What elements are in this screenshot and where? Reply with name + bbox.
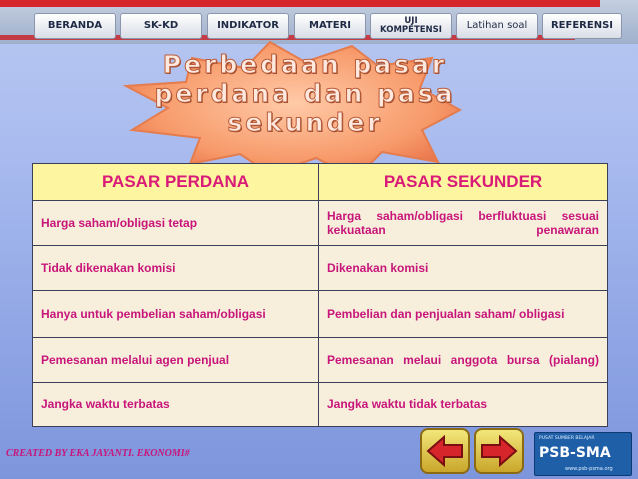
table-row [33, 246, 608, 291]
cell-perdana: Hanya untuk pembelian saham/obligasi [33, 291, 319, 337]
table-row [33, 201, 608, 246]
table-row [33, 291, 608, 337]
logo-title: PSB-SMA [539, 445, 611, 461]
tab-referensi[interactable]: REFERENSI [542, 13, 622, 39]
tab-beranda[interactable]: BERANDA [34, 13, 116, 39]
arrow-right-icon [480, 435, 518, 467]
table-row [33, 382, 608, 426]
tab-latihan-soal[interactable]: Latihan soal [456, 13, 538, 39]
cell-perdana: Jangka waktu terbatas [33, 382, 319, 426]
page-title: Perbedaan pasar perdana dan pasa sekunder [154, 50, 456, 137]
next-button[interactable] [474, 428, 524, 474]
cell-sekunder: Dikenakan komisi [319, 246, 608, 291]
logo-subtitle: PUSAT SUMBER BELAJAR [539, 436, 595, 441]
tab-uji-kompetensi[interactable]: UJI KOMPETENSI [370, 13, 452, 39]
table-row [33, 337, 608, 382]
header-pasar-perdana: PASAR PERDANA [33, 164, 319, 201]
cell-perdana: Harga saham/obligasi tetap [33, 201, 319, 246]
tab-indikator[interactable]: INDIKATOR [207, 13, 289, 39]
arrow-left-icon [426, 435, 464, 467]
cell-sekunder: Pembelian dan penjualan saham/ obligasi [319, 291, 608, 337]
cell-perdana: Pemesanan melalui agen penjual [33, 337, 319, 382]
cell-sekunder: Pemesanan melaui anggota bursa (pialang) [319, 337, 608, 382]
tab-sk-kd[interactable]: SK-KD [120, 13, 202, 39]
comparison-table [32, 163, 608, 427]
table-header-row [33, 164, 608, 201]
psb-sma-logo [534, 432, 632, 476]
header-pasar-sekunder: PASAR SEKUNDER [319, 164, 608, 201]
tab-materi[interactable]: MATERI [294, 13, 366, 39]
cell-perdana: Tidak dikenakan komisi [33, 246, 319, 291]
cell-sekunder: Jangka waktu tidak terbatas [319, 382, 608, 426]
author-credit: CREATED BY EKA JAYANTI. EKONOMI# [6, 448, 190, 459]
main-nav [0, 0, 638, 44]
previous-button[interactable] [420, 428, 470, 474]
logo-url: www.psb-psma.org [565, 466, 613, 472]
cell-sekunder: Harga saham/obligasi berfluktuasi sesuai kekuataan penawaran [319, 201, 608, 246]
